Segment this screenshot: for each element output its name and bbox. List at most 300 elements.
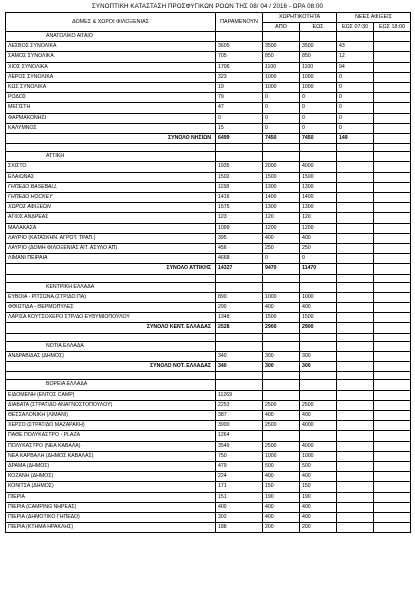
arrivals-0730-cell bbox=[337, 482, 374, 492]
table-row bbox=[6, 351, 411, 361]
capacity-from-cell: 0 bbox=[263, 113, 300, 123]
staying-cell: 188 bbox=[216, 523, 263, 533]
capacity-to-cell: 1500 bbox=[300, 313, 337, 323]
arrivals-0730-cell bbox=[337, 421, 374, 431]
staying-cell: 395 bbox=[216, 233, 263, 243]
capacity-from-cell: 0 bbox=[263, 93, 300, 103]
capacity-to-cell: 0 bbox=[300, 113, 337, 123]
table-row bbox=[6, 172, 411, 182]
structure-name: ΠΑΘΕ ΠΟΛΥΚΑΣΤΡΟ - PLAZA bbox=[6, 431, 216, 441]
arrivals-0730-cell bbox=[337, 244, 374, 254]
arrivals-0730-cell bbox=[337, 254, 374, 264]
table-row bbox=[6, 62, 411, 72]
structure-name: ΣΥΝΟΛΟ ΑΤΤΙΚΗΣ bbox=[6, 264, 216, 274]
capacity-from-cell: 400 bbox=[263, 512, 300, 522]
capacity-from-cell: 1000 bbox=[263, 72, 300, 82]
capacity-from-cell: 2000 bbox=[263, 162, 300, 172]
arrivals-1800-cell bbox=[374, 62, 411, 72]
empty-cell bbox=[337, 341, 374, 351]
capacity-to-cell: 1000 bbox=[300, 292, 337, 302]
arrivals-0730-cell bbox=[337, 351, 374, 361]
empty-cell bbox=[300, 341, 337, 351]
spacer-row bbox=[6, 372, 411, 380]
arrivals-1800-cell bbox=[374, 134, 411, 144]
arrivals-1800-cell bbox=[374, 502, 411, 512]
header-structures: ΔΟΜΕΣ & ΧΩΡΟΙ ΦΙΛΟΞΕΝΙΑΣ bbox=[6, 13, 216, 32]
table-row bbox=[6, 451, 411, 461]
table-row bbox=[6, 390, 411, 400]
capacity-to-cell: 0 bbox=[300, 254, 337, 264]
arrivals-0730-cell bbox=[337, 472, 374, 482]
capacity-from-cell bbox=[263, 431, 300, 441]
arrivals-1800-cell bbox=[374, 172, 411, 182]
table-row bbox=[6, 292, 411, 302]
table-row bbox=[6, 103, 411, 113]
capacity-to-cell: 250 bbox=[300, 244, 337, 254]
capacity-from-cell: 1000 bbox=[263, 292, 300, 302]
empty-cell bbox=[6, 274, 216, 282]
arrivals-0730-cell bbox=[337, 502, 374, 512]
capacity-to-cell: 400 bbox=[300, 410, 337, 420]
capacity-from-cell: 400 bbox=[263, 502, 300, 512]
capacity-from-cell: 2900 bbox=[263, 323, 300, 333]
empty-cell bbox=[216, 152, 263, 162]
structure-name: ΔΡΑΜΑ (ΔΗΜΟΣ) bbox=[6, 461, 216, 471]
table-row bbox=[6, 313, 411, 323]
region-header-row bbox=[6, 32, 411, 42]
structure-name: ΕΛΑΙΩΝΑΣ bbox=[6, 172, 216, 182]
arrivals-1800-cell bbox=[374, 223, 411, 233]
header-capacity: ΧΩΡΗΤΙΚΟΤΗΤΑ bbox=[263, 13, 337, 23]
capacity-from-cell: 300 bbox=[263, 351, 300, 361]
table-row bbox=[6, 400, 411, 410]
capacity-to-cell: 500 bbox=[300, 461, 337, 471]
capacity-to-cell: 1100 bbox=[300, 62, 337, 72]
staying-cell: 1264 bbox=[216, 431, 263, 441]
capacity-from-cell: 7450 bbox=[263, 134, 300, 144]
arrivals-1800-cell bbox=[374, 182, 411, 192]
total-row bbox=[6, 264, 411, 274]
table-row bbox=[6, 203, 411, 213]
structure-name: ΚΟΝΙΤΣΑ (ΔΗΜΟΣ) bbox=[6, 482, 216, 492]
arrivals-1800-cell bbox=[374, 123, 411, 133]
capacity-from-cell: 400 bbox=[263, 303, 300, 313]
capacity-to-cell: 4000 bbox=[300, 421, 337, 431]
arrivals-1800-cell bbox=[374, 451, 411, 461]
arrivals-1800-cell bbox=[374, 52, 411, 62]
region-name: ΚΕΝΤΡΙΚΗ ΕΛΛΑΔΑ bbox=[6, 282, 216, 292]
table-row bbox=[6, 72, 411, 82]
staying-cell: 3549 bbox=[216, 441, 263, 451]
staying-cell: 123 bbox=[216, 213, 263, 223]
structure-name: ΧΙΟΣ ΣΥΝΟΛΙΚΑ bbox=[6, 62, 216, 72]
staying-cell: 15 bbox=[216, 123, 263, 133]
capacity-to-cell: 11470 bbox=[300, 264, 337, 274]
staying-cell: 340 bbox=[216, 362, 263, 372]
capacity-to-cell: 1000 bbox=[300, 83, 337, 93]
capacity-from-cell: 150 bbox=[263, 482, 300, 492]
capacity-to-cell bbox=[300, 390, 337, 400]
structure-name: ΛΕΣΒΟΣ ΣΥΝΟΛΙΚΑ bbox=[6, 42, 216, 52]
capacity-to-cell: 1300 bbox=[300, 203, 337, 213]
empty-cell bbox=[337, 274, 374, 282]
table-row bbox=[6, 233, 411, 243]
empty-cell bbox=[374, 144, 411, 152]
structure-name: ΜΕΓΙΣΤΗ bbox=[6, 103, 216, 113]
structure-name: ΛΕΡΟΣ ΣΥΝΟΛΙΚΑ bbox=[6, 72, 216, 82]
empty-cell bbox=[216, 333, 263, 341]
staying-cell: 479 bbox=[216, 461, 263, 471]
table-row bbox=[6, 42, 411, 52]
structure-name: ΘΕΣΣΑΛΟΝΙΚΗ (ΛΙΜΑΝΙ) bbox=[6, 410, 216, 420]
empty-cell bbox=[263, 341, 300, 351]
arrivals-0730-cell bbox=[337, 313, 374, 323]
capacity-to-cell: 1300 bbox=[300, 182, 337, 192]
arrivals-1800-cell bbox=[374, 313, 411, 323]
arrivals-0730-cell: 0 bbox=[337, 103, 374, 113]
arrivals-1800-cell bbox=[374, 254, 411, 264]
table-row bbox=[6, 182, 411, 192]
capacity-from-cell: 1000 bbox=[263, 83, 300, 93]
structure-name: ΛΑΥΡΙΟ (ΚΑΤΑΣΚΗΝ. ΑΓΡΟΤ. ΤΡΑΠ.) bbox=[6, 233, 216, 243]
arrivals-1800-cell bbox=[374, 113, 411, 123]
arrivals-0730-cell bbox=[337, 512, 374, 522]
capacity-from-cell: 2500 bbox=[263, 400, 300, 410]
structure-name: ΦΑΡΜΑΚΟΝΗΣΙ bbox=[6, 113, 216, 123]
capacity-from-cell: 400 bbox=[263, 472, 300, 482]
capacity-from-cell: 1000 bbox=[263, 451, 300, 461]
arrivals-1800-cell bbox=[374, 233, 411, 243]
structure-name: ΣΥΝΟΛΟ ΝΗΣΙΩΝ bbox=[6, 134, 216, 144]
staying-cell: 2253 bbox=[216, 400, 263, 410]
empty-cell bbox=[374, 282, 411, 292]
arrivals-0730-cell bbox=[337, 203, 374, 213]
arrivals-1800-cell bbox=[374, 83, 411, 93]
staying-cell: 1575 bbox=[216, 203, 263, 213]
table-row bbox=[6, 52, 411, 62]
total-row bbox=[6, 362, 411, 372]
arrivals-0730-cell bbox=[337, 431, 374, 441]
capacity-to-cell: 850 bbox=[300, 52, 337, 62]
staying-cell: 750 bbox=[216, 451, 263, 461]
header-arrivals-1800: ΕΩΣ 18:00 bbox=[374, 22, 411, 32]
staying-cell: 1706 bbox=[216, 62, 263, 72]
staying-cell: 79 bbox=[216, 93, 263, 103]
empty-cell bbox=[216, 282, 263, 292]
empty-cell bbox=[337, 144, 374, 152]
capacity-to-cell: 400 bbox=[300, 472, 337, 482]
capacity-to-cell: 0 bbox=[300, 103, 337, 113]
structure-name: ΓΗΠΕΔΟ BASEBALL bbox=[6, 182, 216, 192]
structure-name: ΠΙΕΡΙΑ (CAMPING ΝΗΡΕΑΣ) bbox=[6, 502, 216, 512]
table-row bbox=[6, 83, 411, 93]
structure-name: ΜΑΛΑΚΑΣΑ bbox=[6, 223, 216, 233]
structure-name: ΕΙΔΟΜΕΝΗ (ΕΝΤΟΣ CAMP) bbox=[6, 390, 216, 400]
staying-cell: 1158 bbox=[216, 182, 263, 192]
arrivals-0730-cell bbox=[337, 400, 374, 410]
staying-cell: 890 bbox=[216, 292, 263, 302]
capacity-from-cell: 9470 bbox=[263, 264, 300, 274]
capacity-to-cell: 1200 bbox=[300, 223, 337, 233]
report-document bbox=[5, 2, 410, 533]
empty-cell bbox=[263, 380, 300, 390]
header-arrivals-0730: ΕΩΣ 07:30 bbox=[337, 22, 374, 32]
region-name: ΑΤΤΙΚΗ bbox=[6, 152, 216, 162]
region-header-row bbox=[6, 152, 411, 162]
staying-cell: 47 bbox=[216, 103, 263, 113]
structure-name: ΛΑΡΙΣΑ ΚΟΥΤΣΟΧΕΡΟ ΣΤΡ/ΔΟ ΕΥΘΥΜΙΟΠΟΥΛΟΥ bbox=[6, 313, 216, 323]
report-title: ΣΥΝΟΠΤΙΚΗ ΚΑΤΑΣΤΑΣΗ ΠΡΟΣΦΥΓΙΚΩΝ ΡΟΩΝ ΤΗΣ 08/ 04 / 2016 - ΩΡΑ 08:00 bbox=[91, 3, 324, 10]
capacity-from-cell: 1100 bbox=[263, 62, 300, 72]
empty-cell bbox=[263, 144, 300, 152]
empty-cell bbox=[300, 372, 337, 380]
capacity-to-cell: 300 bbox=[300, 362, 337, 372]
structure-name: ΚΑΛΥΜΝΟΣ bbox=[6, 123, 216, 133]
staying-cell: 14327 bbox=[216, 264, 263, 274]
structure-name: ΝΕΑ ΚΑΡΒΑΛΗ (ΔΗΜΟΣ ΚΑΒΑΛΑΣ) bbox=[6, 451, 216, 461]
empty-cell bbox=[216, 372, 263, 380]
staying-cell: 1099 bbox=[216, 223, 263, 233]
structure-name: ΚΟΖΑΝΗ (ΔΗΜΟΣ) bbox=[6, 472, 216, 482]
capacity-from-cell: 0 bbox=[263, 103, 300, 113]
capacity-from-cell: 250 bbox=[263, 244, 300, 254]
empty-cell bbox=[374, 380, 411, 390]
structure-name: ΔΙΑΒΑΤΑ (ΣΤΡΑΤ/ΔΟ ΑΝΑΓΝΩΣΤΟΠΟΥΛΟΥ) bbox=[6, 400, 216, 410]
arrivals-0730-cell: 0 bbox=[337, 113, 374, 123]
arrivals-0730-cell bbox=[337, 172, 374, 182]
structure-name: ΧΕΡΣΟ (ΣΤΡΑΤ/ΔΟ ΜΑΖΑΡΑΚΗ) bbox=[6, 421, 216, 431]
arrivals-1800-cell bbox=[374, 72, 411, 82]
staying-cell: 171 bbox=[216, 482, 263, 492]
table-row bbox=[6, 472, 411, 482]
total-row bbox=[6, 323, 411, 333]
capacity-from-cell: 400 bbox=[263, 410, 300, 420]
structure-name: ΣΑΜΟΣ ΣΥΝΟΛΙΚΑ bbox=[6, 52, 216, 62]
capacity-from-cell: 850 bbox=[263, 52, 300, 62]
empty-cell bbox=[216, 341, 263, 351]
arrivals-0730-cell: 0 bbox=[337, 93, 374, 103]
table-row bbox=[6, 244, 411, 254]
capacity-from-cell: 300 bbox=[263, 362, 300, 372]
arrivals-1800-cell bbox=[374, 421, 411, 431]
arrivals-0730-cell bbox=[337, 441, 374, 451]
arrivals-1800-cell bbox=[374, 351, 411, 361]
capacity-to-cell: 4000 bbox=[300, 162, 337, 172]
structure-name: ΕΥΒΟΙΑ - ΡΙΤΣΩΝΑ (ΣΤΡ/ΔΟ ΠΑ) bbox=[6, 292, 216, 302]
arrivals-1800-cell bbox=[374, 42, 411, 52]
table-row bbox=[6, 223, 411, 233]
arrivals-1800-cell bbox=[374, 410, 411, 420]
structure-name: ΡΟΔΟΣ bbox=[6, 93, 216, 103]
staying-cell: 387 bbox=[216, 410, 263, 420]
capacity-from-cell: 200 bbox=[263, 523, 300, 533]
region-name: ΝΟΤΙΑ ΕΛΛΑΔΑ bbox=[6, 341, 216, 351]
staying-cell: 1935 bbox=[216, 162, 263, 172]
staying-cell: 3605 bbox=[216, 42, 263, 52]
staying-cell: 6499 bbox=[216, 134, 263, 144]
empty-cell bbox=[300, 32, 337, 42]
arrivals-0730-cell bbox=[337, 233, 374, 243]
capacity-to-cell: 4000 bbox=[300, 441, 337, 451]
capacity-from-cell: 0 bbox=[263, 254, 300, 264]
empty-cell bbox=[300, 333, 337, 341]
capacity-to-cell: 1400 bbox=[300, 193, 337, 203]
capacity-to-cell: 300 bbox=[300, 351, 337, 361]
arrivals-1800-cell bbox=[374, 431, 411, 441]
arrivals-0730-cell bbox=[337, 523, 374, 533]
capacity-to-cell: 150 bbox=[300, 482, 337, 492]
structure-name: ΧΩΡΟΣ ΑΦΙΞΕΩΝ bbox=[6, 203, 216, 213]
arrivals-1800-cell bbox=[374, 512, 411, 522]
table-row bbox=[6, 441, 411, 451]
structure-name: ΓΗΠΕΔΟ HOCKEY bbox=[6, 193, 216, 203]
region-name: ΒΟΡΕΙΑ ΕΛΛΑΔΑ bbox=[6, 380, 216, 390]
arrivals-0730-cell bbox=[337, 264, 374, 274]
staying-cell: 1502 bbox=[216, 172, 263, 182]
spacer-row bbox=[6, 144, 411, 152]
arrivals-1800-cell bbox=[374, 362, 411, 372]
table-row bbox=[6, 213, 411, 223]
empty-cell bbox=[374, 341, 411, 351]
table-row bbox=[6, 254, 411, 264]
empty-cell bbox=[374, 32, 411, 42]
table-row bbox=[6, 502, 411, 512]
arrivals-1800-cell bbox=[374, 193, 411, 203]
structure-name: ΠΟΛΥΚΑΣΤΡΟ (ΝΕΑ ΚΑΒΑΛΑ) bbox=[6, 441, 216, 451]
capacity-to-cell: 1000 bbox=[300, 72, 337, 82]
capacity-from-cell: 500 bbox=[263, 461, 300, 471]
structure-name: ΛΙΜΑΝΙ ΠΕΙΡΑΙΑ bbox=[6, 254, 216, 264]
arrivals-0730-cell bbox=[337, 362, 374, 372]
refugee-flows-table bbox=[5, 12, 411, 533]
capacity-from-cell bbox=[263, 390, 300, 400]
capacity-to-cell: 1500 bbox=[300, 172, 337, 182]
table-row bbox=[6, 303, 411, 313]
arrivals-1800-cell bbox=[374, 292, 411, 302]
arrivals-0730-cell bbox=[337, 162, 374, 172]
staying-cell: 705 bbox=[216, 52, 263, 62]
table-row bbox=[6, 93, 411, 103]
staying-cell: 3900 bbox=[216, 421, 263, 431]
staying-cell: 151 bbox=[216, 492, 263, 502]
empty-cell bbox=[216, 32, 263, 42]
structure-name: ΠΙΕΡΙΑ (ΔΗΜΟΤΙΚΟ ΓΗΠΕΔΟ) bbox=[6, 512, 216, 522]
empty-cell bbox=[337, 372, 374, 380]
capacity-to-cell: 200 bbox=[300, 523, 337, 533]
table-row bbox=[6, 193, 411, 203]
empty-cell bbox=[374, 372, 411, 380]
structure-name: ΣΧΙΣΤΟ bbox=[6, 162, 216, 172]
arrivals-1800-cell bbox=[374, 461, 411, 471]
capacity-from-cell: 2500 bbox=[263, 421, 300, 431]
arrivals-1800-cell bbox=[374, 162, 411, 172]
structure-name: ΦΘΙΩΤΙΔΑ - ΘΕΡΜΟΠΥΛΕΣ bbox=[6, 303, 216, 313]
table-row bbox=[6, 123, 411, 133]
empty-cell bbox=[6, 333, 216, 341]
structure-name: ΣΥΝΟΛΟ ΚΕΝΤ. ΕΛΛΑΔΑΣ bbox=[6, 323, 216, 333]
arrivals-1800-cell bbox=[374, 264, 411, 274]
capacity-to-cell: 7450 bbox=[300, 134, 337, 144]
table-row bbox=[6, 512, 411, 522]
capacity-from-cell: 3500 bbox=[263, 42, 300, 52]
staying-cell: 11269 bbox=[216, 390, 263, 400]
arrivals-1800-cell bbox=[374, 390, 411, 400]
staying-cell: 2528 bbox=[216, 323, 263, 333]
arrivals-1800-cell bbox=[374, 203, 411, 213]
capacity-to-cell: 190 bbox=[300, 492, 337, 502]
table-row bbox=[6, 431, 411, 441]
capacity-from-cell: 1200 bbox=[263, 223, 300, 233]
spacer-row bbox=[6, 274, 411, 282]
empty-cell bbox=[300, 152, 337, 162]
arrivals-1800-cell bbox=[374, 492, 411, 502]
empty-cell bbox=[337, 282, 374, 292]
empty-cell bbox=[374, 152, 411, 162]
arrivals-0730-cell bbox=[337, 303, 374, 313]
empty-cell bbox=[6, 144, 216, 152]
table-row bbox=[6, 113, 411, 123]
region-header-row bbox=[6, 341, 411, 351]
arrivals-0730-cell: 94 bbox=[337, 62, 374, 72]
arrivals-1800-cell bbox=[374, 213, 411, 223]
capacity-from-cell: 190 bbox=[263, 492, 300, 502]
empty-cell bbox=[216, 144, 263, 152]
header-capacity-from: ΑΠΟ bbox=[263, 22, 300, 32]
empty-cell bbox=[374, 274, 411, 282]
structure-name: ΛΑΥΡΙΟ (ΔΟΜΗ ΦΙΛΟΞΕΝΙΑΣ ΑΙΤ. ΑΣΥΛΟ ΑΠ) bbox=[6, 244, 216, 254]
arrivals-1800-cell bbox=[374, 441, 411, 451]
empty-cell bbox=[337, 333, 374, 341]
staying-cell: 4668 bbox=[216, 254, 263, 264]
staying-cell: 290 bbox=[216, 303, 263, 313]
arrivals-0730-cell: 0 bbox=[337, 83, 374, 93]
table-row bbox=[6, 482, 411, 492]
empty-cell bbox=[300, 144, 337, 152]
empty-cell bbox=[337, 380, 374, 390]
arrivals-0730-cell: 0 bbox=[337, 123, 374, 133]
structure-name: ΣΥΝΟΛΟ ΝΟΤ. ΕΛΛΑΔΑΣ bbox=[6, 362, 216, 372]
arrivals-0730-cell bbox=[337, 390, 374, 400]
empty-cell bbox=[263, 282, 300, 292]
staying-cell: 323 bbox=[216, 72, 263, 82]
region-name: ΑΝΑΤΟΛΙΚΟ ΑΙΓΑΙΟ bbox=[6, 32, 216, 42]
arrivals-0730-cell: 149 bbox=[337, 134, 374, 144]
empty-cell bbox=[300, 274, 337, 282]
arrivals-0730-cell bbox=[337, 461, 374, 471]
capacity-to-cell: 120 bbox=[300, 213, 337, 223]
empty-cell bbox=[374, 333, 411, 341]
table-row bbox=[6, 421, 411, 431]
empty-cell bbox=[216, 274, 263, 282]
arrivals-0730-cell bbox=[337, 451, 374, 461]
capacity-from-cell: 1500 bbox=[263, 313, 300, 323]
empty-cell bbox=[263, 333, 300, 341]
capacity-to-cell: 400 bbox=[300, 512, 337, 522]
empty-cell bbox=[263, 152, 300, 162]
capacity-to-cell bbox=[300, 431, 337, 441]
arrivals-0730-cell bbox=[337, 410, 374, 420]
table-row bbox=[6, 461, 411, 471]
table-row bbox=[6, 492, 411, 502]
header-staying: ΠΑΡΑΜΕΝΟΥΝ bbox=[216, 13, 263, 32]
spacer-row bbox=[6, 333, 411, 341]
structure-name: ΑΝΔΡΑΒΙΔΑΣ (ΔΗΜΟΣ) bbox=[6, 351, 216, 361]
staying-cell: 0 bbox=[216, 113, 263, 123]
arrivals-1800-cell bbox=[374, 303, 411, 313]
capacity-to-cell: 0 bbox=[300, 123, 337, 133]
structure-name: ΠΙΕΡΙΑ bbox=[6, 492, 216, 502]
empty-cell bbox=[216, 380, 263, 390]
